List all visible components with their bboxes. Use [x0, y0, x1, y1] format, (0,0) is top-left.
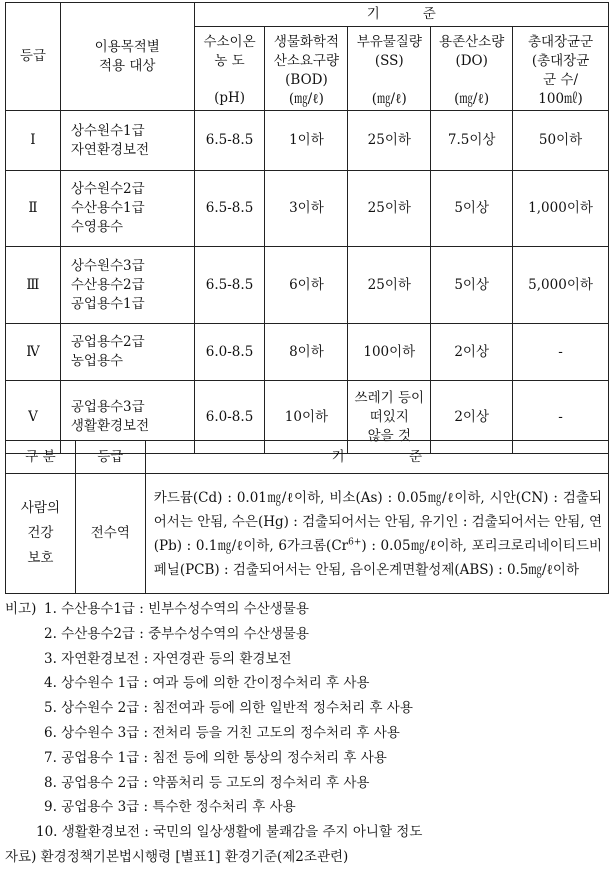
health-protection-table: [5, 440, 609, 594]
header-standard: 기 준: [194, 3, 608, 27]
header-ph-unit: (pH): [214, 90, 246, 106]
purpose-cell: 공업용수2급 농업용수: [60, 324, 194, 381]
header-grade: 등급: [6, 3, 61, 111]
ph-cell: 6.5-8.5: [194, 171, 265, 247]
source-note: 자료) 환경정책기본법시행령 [별표1] 환경기준(제2조관련): [5, 848, 349, 865]
grade-cell: Ⅴ: [6, 381, 61, 454]
standard-text-cont: ) : 0.05㎎/ℓ이하, 포리크로리네이티드비페닐(PCB) : 검출되어서는 안됨, 음이온계면활성제(ABS) : 0.5㎎/ℓ이하: [153, 537, 602, 578]
header-ss-label: 부유물질량 (SS): [356, 34, 422, 69]
do-cell: 7.5이상: [431, 111, 513, 171]
header-purpose: 이용목적별 적용 대상: [60, 3, 194, 111]
note-item: 8. 공업용수 2급 : 약품처리 등 고도의 정수처리 후 사용: [44, 774, 370, 791]
ss-cell: 쓰레기 등이 떠있지 않을 것: [348, 381, 431, 454]
grade-cell: Ⅲ: [6, 247, 61, 324]
header-coliform: [513, 27, 609, 111]
do-cell: 2이상: [431, 381, 513, 454]
note-item: 7. 공업용수 1급 : 침전 등에 의한 통상의 정수처리 후 사용: [44, 749, 387, 766]
category-cell: 사람의 건강 보호: [6, 474, 76, 594]
ph-cell: 6.5-8.5: [194, 111, 265, 171]
note-item: [5, 597, 609, 622]
purpose-cell: 상수원수2급 수산용수1급 수영용수: [60, 171, 194, 247]
do-cell: 5이상: [431, 247, 513, 324]
purpose-cell: 공업용수3급 생활환경보전: [60, 381, 194, 454]
header-coliform-label: 총대장균군 (총대장균 군 수/: [527, 34, 594, 88]
note-item: 10. 생활환경보전 : 국민의 일상생활에 불쾌감을 주지 아니할 정도: [36, 824, 423, 841]
do-cell: 2이상: [431, 324, 513, 381]
header-coliform-unit: 100㎖): [538, 91, 583, 107]
coliform-cell: 5,000이하: [513, 247, 609, 324]
header-do-label: 용존산소량 (DO): [439, 34, 505, 69]
header-bod-label: 생물화학적 산소요구량 (BOD): [273, 34, 340, 88]
note-item: 6. 상수원수 3급 : 전처리 등을 거친 고도의 정수처리 후 사용: [44, 724, 400, 741]
table-row: [6, 324, 609, 381]
do-cell: 5이상: [431, 171, 513, 247]
note-item: 2. 수산용수2급 : 중부수성수역의 수산생물용: [44, 625, 309, 642]
ss-cell: 25이하: [348, 171, 431, 247]
note-item: 5. 상수원수 2급 : 침전여과 등에 의한 일반적 정수처리 후 사용: [44, 700, 413, 717]
notes-label: 비고): [5, 601, 37, 617]
water-quality-table: [5, 2, 609, 454]
note-item: 9. 공업용수 3급 : 특수한 정수처리 후 사용: [44, 799, 296, 816]
ss-cell: 25이하: [348, 111, 431, 171]
ph-cell: 6.0-8.5: [194, 324, 265, 381]
bod-cell: 6이하: [265, 247, 348, 324]
purpose-cell: 상수원수1급 자연환경보전: [60, 111, 194, 171]
header-ss: [348, 27, 431, 111]
header-standard: 기 준: [145, 441, 608, 474]
ph-cell: 6.5-8.5: [194, 247, 265, 324]
bod-cell: 1이하: [265, 111, 348, 171]
standard-cell: [145, 474, 608, 594]
table-row: [6, 171, 609, 247]
bod-cell: 10이하: [265, 381, 348, 454]
coliform-cell: 1,000이하: [513, 171, 609, 247]
ph-cell: 6.0-8.5: [194, 381, 265, 454]
ss-cell: 100이하: [348, 324, 431, 381]
table-row: [6, 111, 609, 171]
bod-cell: 3이하: [265, 171, 348, 247]
header-ss-unit: (㎎/ℓ): [371, 91, 407, 107]
header-ph-label: 수소이온 농 도: [203, 34, 256, 69]
standard-text: 카드뮴(Cd) : 0.01㎎/ℓ이하, 비소(As) : 0.05㎎/ℓ이하, 시안(CN) : 검출되어서는 안됨, 수은(Hg) : 검출되어서는 안됨, 유기인 : 검출되어서는 안됨, 연(Pb) : 0.1㎎/ℓ이하, 6가크롬(Cr: [153, 489, 602, 554]
header-category: 구 분: [6, 441, 76, 474]
note-text: 1. 수산용수1급 : 빈부수성수역의 수산생물용: [44, 601, 309, 617]
bod-cell: 8이하: [265, 324, 348, 381]
ss-cell: 25이하: [348, 247, 431, 324]
chromium-charge: 6+: [348, 537, 362, 547]
purpose-cell: 상수원수3급 수산용수2급 공업용수1급: [60, 247, 194, 324]
notes-section: [5, 597, 609, 870]
header-do-unit: (㎎/ℓ): [454, 91, 490, 107]
header-bod: [265, 27, 348, 111]
table-row: [6, 247, 609, 324]
grade-cell: 전수역: [75, 474, 145, 594]
header-grade: 등급: [75, 441, 145, 474]
note-item: 3. 자연환경보전 : 자연경관 등의 환경보전: [44, 650, 292, 667]
coliform-cell: -: [513, 324, 609, 381]
coliform-cell: -: [513, 381, 609, 454]
table-row: [6, 474, 609, 594]
note-item: 4. 상수원수 1급 : 여과 등에 의한 간이정수처리 후 사용: [44, 675, 370, 692]
grade-cell: Ⅱ: [6, 171, 61, 247]
header-do: [431, 27, 513, 111]
header-ph: [194, 27, 265, 111]
header-bod-unit: (㎎/ℓ): [288, 91, 324, 107]
coliform-cell: 50이하: [513, 111, 609, 171]
grade-cell: Ⅰ: [6, 111, 61, 171]
grade-cell: Ⅳ: [6, 324, 61, 381]
